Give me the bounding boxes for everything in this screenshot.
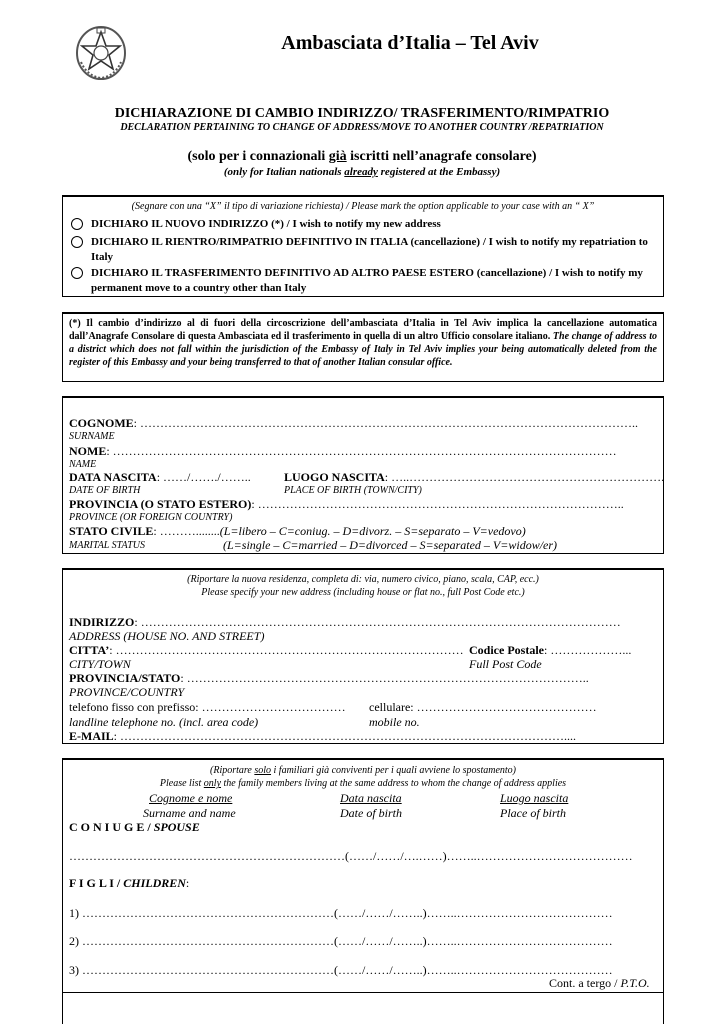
mobile-field[interactable]: cellulare: ……………………………………… xyxy=(369,700,597,714)
col-place-of-birth: Place of birth xyxy=(500,806,566,820)
address-en-label: ADDRESS (HOUSE NO. AND STREET) xyxy=(69,629,265,643)
email-field[interactable]: : ………………………………………………………………………………………………….... xyxy=(113,729,577,743)
spouse-label xyxy=(69,820,200,835)
note-text xyxy=(69,317,657,369)
city-en-label: CITY/TOWN xyxy=(69,657,131,671)
subtitle-en-underline: already xyxy=(344,166,378,178)
subtitle-it-post: iscritti nell’anagrafe consolare) xyxy=(346,149,537,164)
indirizzo-label: INDIRIZZO xyxy=(69,615,135,629)
family-instr-en-post: the family members living at the same address to whom the change of address applies xyxy=(221,778,567,789)
landline-field[interactable]: telefono fisso con prefisso: ……………………………… xyxy=(69,700,346,714)
note-en: The change of address to a district which does not fall within the jurisdiction of the Embassy of Italy in Tel Aviv implies your being automatically deleted from the register of this Embassy and your being transferred to that of another Italian consular office. xyxy=(69,331,657,368)
luogo-nascita-row[interactable] xyxy=(284,470,664,485)
cap-label: Codice Postale xyxy=(469,643,544,657)
subtitle-en-pre: (only for Italian nationals xyxy=(223,166,345,178)
dob-label: DATE OF BIRTH xyxy=(69,485,141,496)
stato-civile-field[interactable]: : ………........ xyxy=(153,524,220,538)
family-instr-en-pre: Please list xyxy=(159,778,204,789)
address-instruction-en: Please specify your new address (including house or flat no., full Post Code etc.) xyxy=(201,587,525,598)
subtitle-it xyxy=(40,149,684,165)
nome-row[interactable] xyxy=(69,444,617,459)
radio-circle-icon[interactable] xyxy=(71,267,83,279)
cognome-field[interactable]: : …………………………………………………………………………………………………………….. xyxy=(133,416,639,430)
luogo-nascita-label: LUOGO NASCITA xyxy=(284,470,385,484)
provincia-stato-label: PROVINCIA/STATO xyxy=(69,671,181,685)
name-label: NAME xyxy=(69,459,97,470)
stato-civile-label: STATO CIVILE xyxy=(69,524,154,538)
nome-label: NOME xyxy=(69,444,107,458)
family-instruction-it xyxy=(63,765,663,776)
address-instruction-it: (Riportare la nuova residenza, completa di: via, numero civico, piano, scala, CAP, ecc.) xyxy=(187,574,539,585)
child-field-3[interactable]: 3) ………………………………………………………(……/……/……..)……..………………………………… xyxy=(69,963,613,977)
provincia-stato-row[interactable] xyxy=(69,671,589,686)
spouse-label-en: SPOUSE xyxy=(153,820,200,834)
nome-field[interactable]: : ……………………………………………………………………………………………………………… xyxy=(106,444,617,458)
cognome-label: COGNOME xyxy=(69,416,134,430)
landline-en-label: landline telephone no. (incl. area code) xyxy=(69,715,259,729)
family-instr-en-underline: only xyxy=(203,778,222,789)
subtitle-it-pre: (solo per i connazionali xyxy=(187,149,329,164)
children-label-en: CHILDREN xyxy=(123,876,186,890)
postcode-en-label: Full Post Code xyxy=(469,657,542,671)
data-nascita-field[interactable]: : ……/……./…….. xyxy=(156,470,251,484)
data-nascita-label: DATA NASCITA xyxy=(69,470,157,484)
province-country-label: PROVINCE/COUNTRY xyxy=(69,685,185,699)
doc-title-en: DECLARATION PERTAINING TO CHANGE OF ADDRESS/MOVE TO ANOTHER COUNTRY /REPATRIATION xyxy=(120,122,604,133)
option-new-address-label: DICHIARO IL NUOVO INDIRIZZO (*) / I wish to notify my new address xyxy=(91,218,441,230)
pto-note xyxy=(549,976,650,991)
divider xyxy=(63,992,663,993)
indirizzo-field[interactable]: : ………………………………………………………………………………………………………… xyxy=(134,615,621,629)
subtitle-en xyxy=(40,166,684,178)
data-nascita-row[interactable] xyxy=(69,470,251,485)
child-field-1[interactable]: 1) ………………………………………………………(……/……/……..)……..………………………………… xyxy=(69,906,613,920)
radio-circle-icon[interactable] xyxy=(71,236,83,248)
cognome-row[interactable] xyxy=(69,416,638,431)
luogo-nascita-field[interactable]: : …..………………………………………………………. xyxy=(384,470,665,484)
family-instr-it-pre: (Riportare xyxy=(210,765,255,776)
marital-status-label: MARITAL STATUS xyxy=(69,540,146,551)
family-instr-it-underline: solo xyxy=(254,765,272,776)
children-label-it: F I G L I / xyxy=(69,876,124,890)
personal-box xyxy=(62,396,664,554)
note-it: (*) Il cambio d’indirizzo al di fuori della circoscrizione dell’ambasciata d’Italia in Tel Aviv implica la cancellazione automatica dall’Anagrafe Consolare di questa Ambasciata ed il trasferimento in quella di un altro Ufficio consolare italiano. xyxy=(69,318,657,342)
options-box xyxy=(62,195,664,297)
provincia-field[interactable]: : ……………………………………………………………………………….. xyxy=(251,497,624,511)
surname-label: SURNAME xyxy=(69,431,115,442)
family-instruction-en xyxy=(63,778,663,789)
pto-note-it: Cont. a tergo / xyxy=(549,976,621,990)
cap-field[interactable]: : ………………... xyxy=(543,643,632,657)
provincia-row[interactable] xyxy=(69,497,624,512)
citta-row[interactable] xyxy=(69,643,464,658)
province-label: PROVINCE (OR FOREIGN COUNTRY) xyxy=(69,512,233,523)
children-label: F I G L I / CHILDREN: xyxy=(69,876,190,890)
marital-status-options: (L=single – C=married – D=divorced – S=separated – V=widow/er) xyxy=(223,538,558,552)
family-box xyxy=(62,758,664,1024)
provincia-stato-field[interactable]: : ……………………………………………………………………………………….. xyxy=(180,671,589,685)
child-field-2[interactable]: 2) ………………………………………………………(……/……/……..)……..………………………………… xyxy=(69,934,613,948)
email-row[interactable] xyxy=(69,729,576,744)
pob-label: PLACE OF BIRTH (TOWN/CITY) xyxy=(284,485,422,496)
cap-row[interactable] xyxy=(469,643,631,658)
options-instruction: (Segnare con una “X” il tipo di variazione richiesta) / Please mark the option applicable to your case with an “ X” xyxy=(131,201,595,212)
address-box xyxy=(62,568,664,744)
col-luogo-nascita: Luogo nascita xyxy=(500,791,569,805)
stato-civile-row[interactable] xyxy=(69,524,526,539)
doc-title-it: DICHIARAZIONE DI CAMBIO INDIRIZZO/ TRASFERIMENTO/RIMPATRIO xyxy=(114,106,610,121)
option-repatriation-label: DICHIARO IL RIENTRO/RIMPATRIO DEFINITIVO IN ITALIA (cancellazione) / I wish to notify my repatriation to Italy xyxy=(91,236,648,263)
col-date-of-birth: Date of birth xyxy=(340,806,402,820)
option-move-abroad-label: DICHIARO IL TRASFERIMENTO DEFINITIVO AD ALTRO PAESE ESTERO (cancellazione) / I wish to notify my permanent move to a country other than Italy xyxy=(91,267,643,294)
mobile-en-label: mobile no. xyxy=(369,715,420,729)
citta-label: CITTA’ xyxy=(69,643,110,657)
page-title: Ambasciata d’Italia – Tel Aviv xyxy=(281,32,539,54)
pto-note-en: P.T.O. xyxy=(620,976,650,990)
subtitle-it-underline: già xyxy=(328,149,347,164)
col-surname-name: Surname and name xyxy=(143,806,236,820)
note-box xyxy=(62,312,664,382)
col-cognome-nome: Cognome e nome xyxy=(149,791,233,805)
email-label: E-MAIL xyxy=(69,729,114,743)
stato-civile-options: (L=libero – C=coniug. – D=divorz. – S=separato – V=vedovo) xyxy=(219,524,526,538)
spouse-field[interactable]: ……………………………………………………………(……/……/….……)……..………………………………… xyxy=(69,849,633,863)
indirizzo-row[interactable] xyxy=(69,615,621,630)
emblem-logo xyxy=(73,20,129,82)
col-data-nascita: Data nascita xyxy=(340,791,402,805)
family-instr-it-post: i familiari già conviventi per i quali avviene lo spostamento) xyxy=(271,765,516,776)
subtitle-en-post: registered at the Embassy) xyxy=(377,166,501,178)
citta-field[interactable]: : …………………………………………………………………………… xyxy=(109,643,464,657)
radio-circle-icon[interactable] xyxy=(71,218,83,230)
spouse-label-it: C O N I U G E / xyxy=(69,820,154,834)
provincia-label: PROVINCIA (O STATO ESTERO) xyxy=(69,497,252,511)
